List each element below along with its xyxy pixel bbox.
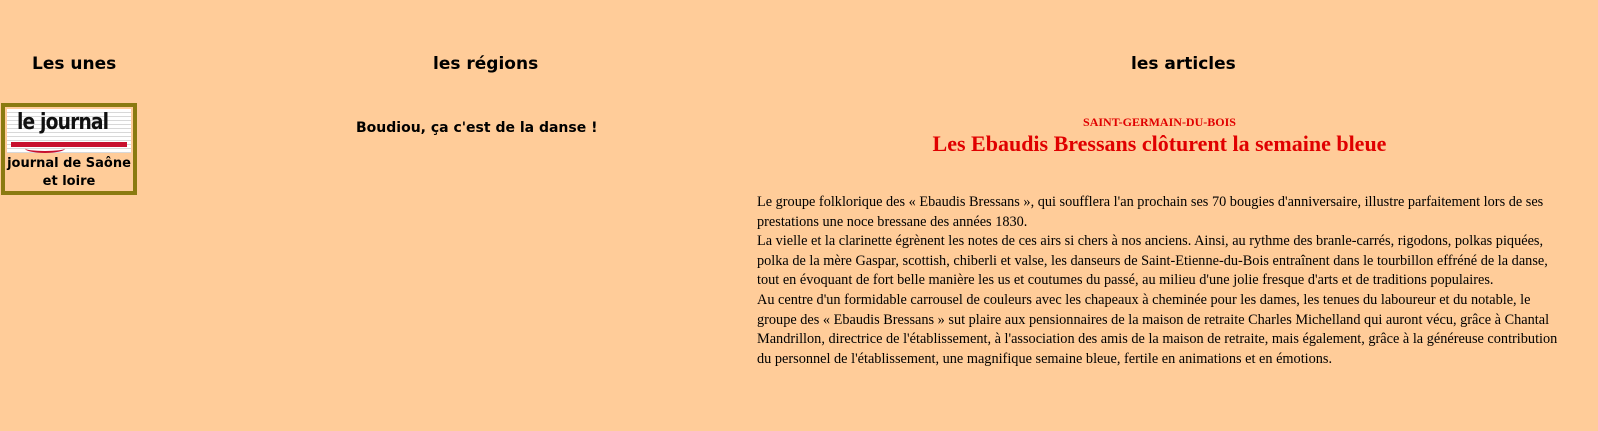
column-heading-articles: les articles [1131,54,1236,74]
article-paragraph: Le groupe folklorique des « Ebaudis Bressans », qui soufflera l'an prochain ses 70 bougies d'anniversaire, illustre parfaitement lors de ses prestations une noce bressane des années 1830. [757,194,1544,230]
journal-front-page-link[interactable] [1,103,137,195]
article-headline: Les Ebaudis Bressans clôturent la semaine bleue [932,131,1387,156]
column-heading-unes: Les unes [32,54,117,74]
logo-wordmark: le journal [17,110,109,135]
article-paragraph: Au centre d'un formidable carrousel de couleurs avec les chapeaux à cheminée pour les dames, les tenues du laboureur et du notable, le groupe des « Ebaudis Bressans » sut plaire aux pensionnaires de la maison de retraite Charles Michelland qui auront vécu, grâce à Chantal Mandrillon, directrice de l'établissement, à l'association des amis de la maison de retraite, mais également, grâce à la généreuse contribution du personnel de l'établissement, une magnifique semaine bleue, fertile en animations et en émotions. [757,291,1558,367]
article-location: SAINT-GERMAIN-DU-BOIS [1083,115,1236,129]
region-article-link[interactable]: Boudiou, ça c'est de la danse ! [356,120,598,136]
article-body [757,193,1562,369]
article-paragraph: La vielle et la clarinette égrènent les notes de ces airs si chers à nos anciens. Ainsi, au rythme des branle-carrés, rigodons, polkas piquées, polka de la mère Gaspar, scottish, chiberli et valse, les danseurs de Saint-Etienne-du-Bois entraînent dans le tourbillon effréné de la danse, tout en évoquant de fort belle manière les us et coutumes du passé, au milieu d'une jolie fresque d'arts et de traditions populaires. [757,233,1548,289]
journal-caption[interactable]: journal de Saône et loire [7,156,131,189]
le-journal-logo[interactable] [7,109,131,153]
article [757,114,1562,369]
column-heading-regions: les régions [433,54,539,74]
logo-swoosh [25,144,65,153]
